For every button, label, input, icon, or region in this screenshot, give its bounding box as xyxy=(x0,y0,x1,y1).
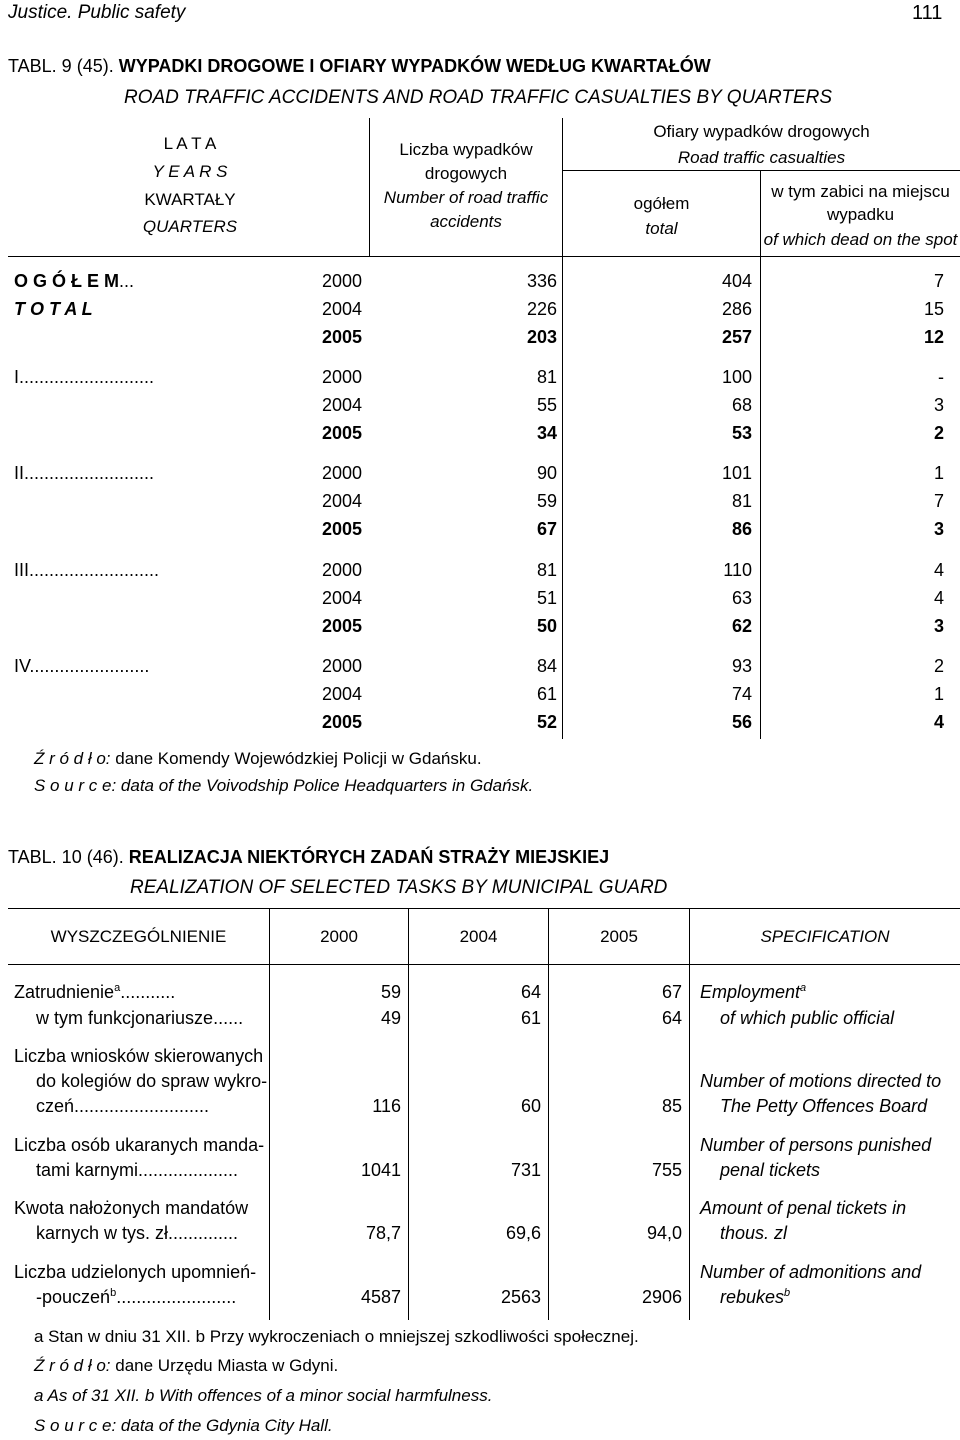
t10-row-motions-label: do kolegiów do spraw wykro- xyxy=(36,1071,268,1091)
t9-group-label: I........................... xyxy=(14,367,155,387)
t9-body-divider xyxy=(562,257,563,739)
t9-dead-value: 3 xyxy=(933,395,944,415)
t9-casualties-total-value: 404 xyxy=(721,271,752,291)
t10-cell: 64 xyxy=(661,1008,682,1028)
table10-title xyxy=(8,847,609,868)
t9-group-label: IV........................ xyxy=(14,656,150,676)
t9-dead-value: 2 xyxy=(933,423,944,443)
t9-accidents-value: 55 xyxy=(536,395,557,415)
t10-header-bottom-rule xyxy=(8,964,960,965)
t9-casualties-total-value: 257 xyxy=(721,327,752,347)
t9-casualties-total-value: 63 xyxy=(731,588,752,608)
t9-accidents-value: 90 xyxy=(536,463,557,483)
t10-col-spec-pl: WYSZCZEGÓLNIENIE xyxy=(50,927,227,946)
t10-cell: 60 xyxy=(520,1096,541,1116)
t9-year: 2000 xyxy=(322,560,363,580)
t9-year: 2000 xyxy=(322,656,363,676)
t10-row-amount-en: Amount of penal tickets in xyxy=(700,1198,907,1218)
t10-cell: 94,0 xyxy=(646,1223,682,1243)
t10-row-employment-en: Employment$^a$ xyxy=(700,982,807,1002)
page-number: 111 xyxy=(912,2,943,24)
t9-accidents-value: 226 xyxy=(526,299,557,319)
t9-col-years-en: Y E A R S xyxy=(152,162,228,181)
t10-header-top-rule xyxy=(8,908,960,909)
t9-accidents-value: 67 xyxy=(536,519,557,539)
t9-casualties-total-value: 68 xyxy=(731,395,752,415)
table9-label: TABL. 9 (45). xyxy=(8,56,114,76)
t9-accidents-value: 336 xyxy=(526,271,557,291)
t9-group-label: O G Ó Ł E M... xyxy=(14,271,135,291)
t10-row-employment-label: Zatrudnienie$^a$........... xyxy=(14,982,176,1002)
t10-cell: 49 xyxy=(380,1008,401,1028)
t9-year: 2000 xyxy=(322,463,363,483)
t9-dead-value: 12 xyxy=(923,327,944,347)
t9-col-dead-en: of which dead on the spot xyxy=(763,230,958,249)
t9-col-dead-pl: wypadku xyxy=(826,205,895,224)
t10-row-admonitions-en: rebukes$^b$ xyxy=(720,1287,791,1307)
t10-cell: 67 xyxy=(661,982,682,1002)
t9-group-label: III.......................... xyxy=(14,560,160,580)
t9-year: 2004 xyxy=(322,299,363,319)
t9-accidents-value: 52 xyxy=(536,712,557,732)
t9-group-label-en: T O T A L xyxy=(14,299,93,319)
t9-year: 2005 xyxy=(322,519,363,539)
t9-dead-value: 3 xyxy=(933,519,944,539)
t10-row-punished-label: tami karnymi.................... xyxy=(36,1160,239,1180)
t9-year: 2004 xyxy=(322,395,363,415)
t10-row-motions-label: Liczba wniosków skierowanych xyxy=(14,1046,264,1066)
t10-row-punished-en: penal tickets xyxy=(720,1160,821,1180)
running-header: Justice. Public safety xyxy=(8,2,186,23)
t10-divider xyxy=(689,908,690,1320)
t9-accidents-value: 81 xyxy=(536,367,557,387)
t10-footnote-en: a As of 31 XII. b With offences of a minor social harmfulness. xyxy=(34,1386,493,1405)
t9-dead-value: 7 xyxy=(933,271,944,291)
table10-title-en: REALIZATION OF SELECTED TASKS BY MUNICIPAL GUARD xyxy=(130,877,668,898)
t9-year: 2000 xyxy=(322,271,363,291)
t10-row-admonitions-en: Number of admonitions and xyxy=(700,1262,922,1282)
t9-accidents-value: 51 xyxy=(536,588,557,608)
t9-source-pl: Ź r ó d ł o: dane Komendy Wojewódzkiej Policji w Gdańsku. xyxy=(34,749,482,768)
t10-row-amount-label: Kwota nałożonych mandatów xyxy=(14,1198,249,1218)
t9-header-divider xyxy=(369,118,370,256)
table9-title xyxy=(8,56,711,77)
t9-dead-value: 4 xyxy=(933,712,944,732)
t9-casualties-total-value: 53 xyxy=(731,423,752,443)
t9-col-total-pl: ogółem xyxy=(633,194,690,213)
t10-cell: 78,7 xyxy=(365,1223,401,1243)
t9-year: 2005 xyxy=(322,423,363,443)
t9-header-bottom-rule xyxy=(8,256,960,257)
t9-dead-value: - xyxy=(938,367,944,387)
t10-divider xyxy=(269,908,270,1320)
t9-col-casualties-en: Road traffic casualties xyxy=(677,148,846,167)
t9-casualties-total-value: 56 xyxy=(731,712,752,732)
t9-col-dead-pl: w tym zabici na miejscu xyxy=(771,182,950,201)
t9-accidents-value: 203 xyxy=(526,327,557,347)
t10-cell: 59 xyxy=(380,982,401,1002)
t10-cell: 4587 xyxy=(360,1287,401,1307)
t9-col-quarters-pl: KWARTAŁY xyxy=(144,190,236,209)
t9-group-label: II.......................... xyxy=(14,463,155,483)
t9-year: 2005 xyxy=(322,712,363,732)
t9-year: 2000 xyxy=(322,367,363,387)
t9-accidents-value: 81 xyxy=(536,560,557,580)
t10-row-punished-en: Number of persons punished xyxy=(700,1135,932,1155)
t10-cell: 85 xyxy=(661,1096,682,1116)
t10-divider xyxy=(548,908,549,1320)
t9-casualties-total-value: 110 xyxy=(723,560,752,580)
t10-row-officials-label: w tym funkcjonariusze...... xyxy=(36,1008,244,1028)
table9-title-pl: WYPADKI DROGOWE I OFIARY WYPADKÓW WEDŁUG KWARTAŁÓW xyxy=(118,56,711,76)
t9-col-accidents-en: accidents xyxy=(430,212,502,231)
t10-cell: 64 xyxy=(520,982,541,1002)
t9-casualties-total-value: 81 xyxy=(731,491,752,511)
t10-footnote-pl: a Stan w dniu 31 XII. b Przy wykroczeniach o mniejszej szkodliwości społecznej. xyxy=(34,1327,639,1346)
t9-dead-value: 7 xyxy=(933,491,944,511)
t10-row-punished-label: Liczba osób ukaranych manda- xyxy=(14,1135,265,1155)
t10-col-2000: 2000 xyxy=(320,927,358,946)
t10-row-amount-en: thous. zl xyxy=(720,1223,788,1243)
t9-accidents-value: 61 xyxy=(536,684,557,704)
t9-year: 2005 xyxy=(322,327,363,347)
table10-label: TABL. 10 (46). xyxy=(8,847,124,867)
t10-cell: 731 xyxy=(510,1160,541,1180)
t9-col-accidents-en: Number of road traffic xyxy=(383,188,549,207)
t10-row-admonitions-label: Liczba udzielonych upomnień- xyxy=(14,1262,257,1282)
t10-cell: 755 xyxy=(651,1160,682,1180)
t9-header-rule xyxy=(562,170,960,171)
t9-col-accidents-pl: Liczba wypadków xyxy=(399,140,533,159)
t9-accidents-value: 50 xyxy=(536,616,557,636)
t9-accidents-value: 59 xyxy=(536,491,557,511)
table10-title-pl: REALIZACJA NIEKTÓRYCH ZADAŃ STRAŻY MIEJSKIEJ xyxy=(128,847,610,867)
t9-dead-value: 2 xyxy=(933,656,944,676)
t10-row-amount-label: karnych w tys. zł.............. xyxy=(36,1223,239,1243)
t10-cell: 2563 xyxy=(500,1287,541,1307)
t10-row-motions-label: czeń........................... xyxy=(36,1096,210,1116)
t9-accidents-value: 34 xyxy=(536,423,557,443)
t10-source-pl: Ź r ó d ł o: dane Urzędu Miasta w Gdyni. xyxy=(34,1356,339,1375)
t9-casualties-total-value: 74 xyxy=(731,684,752,704)
t9-dead-value: 1 xyxy=(933,463,944,483)
t9-year: 2005 xyxy=(322,616,363,636)
t9-source-en: S o u r c e: data of the Voivodship Police Headquarters in Gdańsk. xyxy=(34,776,534,795)
t10-cell: 116 xyxy=(372,1096,401,1116)
t10-row-motions-en: The Petty Offences Board xyxy=(720,1096,928,1116)
t9-year: 2004 xyxy=(322,588,363,608)
t9-casualties-total-value: 62 xyxy=(731,616,752,636)
t9-col-years-pl: L A T A xyxy=(163,134,217,153)
t9-casualties-total-value: 93 xyxy=(731,656,752,676)
t9-dead-value: 4 xyxy=(933,560,944,580)
t10-row-officials-en: of which public official xyxy=(720,1008,895,1028)
t9-col-quarters-en: QUARTERS xyxy=(142,217,238,236)
t10-source-en: S o u r c e: data of the Gdynia City Hall. xyxy=(34,1416,333,1435)
t9-casualties-total-value: 86 xyxy=(731,519,752,539)
t10-row-motions-en: Number of motions directed to xyxy=(700,1071,942,1091)
t9-body-divider xyxy=(760,257,761,739)
t9-accidents-value: 84 xyxy=(536,656,557,676)
t10-row-admonitions-label: -pouczeń$^b$........................ xyxy=(36,1287,237,1307)
t9-casualties-total-value: 100 xyxy=(721,367,752,387)
t10-col-spec-en: SPECIFICATION xyxy=(760,927,890,946)
t10-divider xyxy=(408,908,409,1320)
t9-col-total-en: total xyxy=(645,219,678,238)
t9-dead-value: 3 xyxy=(933,616,944,636)
t10-cell: 69,6 xyxy=(505,1223,541,1243)
t9-dead-value: 1 xyxy=(933,684,944,704)
t9-dead-value: 4 xyxy=(933,588,944,608)
t9-dead-value: 15 xyxy=(923,299,944,319)
t9-col-accidents-pl: drogowych xyxy=(424,164,508,183)
t9-year: 2004 xyxy=(322,491,363,511)
t9-casualties-total-value: 286 xyxy=(721,299,752,319)
table9-title-en: ROAD TRAFFIC ACCIDENTS AND ROAD TRAFFIC CASUALTIES BY QUARTERS xyxy=(124,87,833,108)
t9-casualties-total-value: 101 xyxy=(721,463,752,483)
t10-col-2004: 2004 xyxy=(459,927,498,946)
t10-cell: 61 xyxy=(520,1008,541,1028)
t10-cell: 1041 xyxy=(360,1160,401,1180)
t9-col-casualties-pl: Ofiary wypadków drogowych xyxy=(653,122,870,141)
t9-year: 2004 xyxy=(322,684,363,704)
t10-cell: 2906 xyxy=(641,1287,682,1307)
t10-col-2005: 2005 xyxy=(600,927,638,946)
